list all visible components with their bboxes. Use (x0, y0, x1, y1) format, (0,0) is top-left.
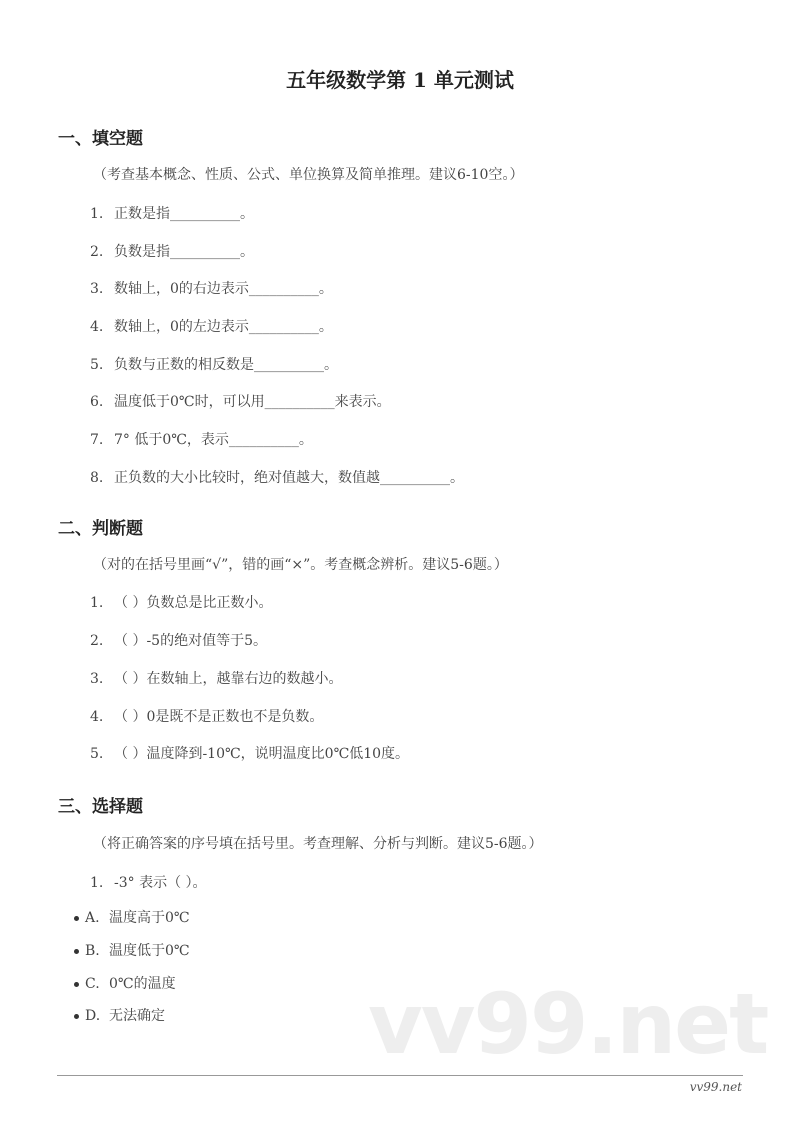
question-text: 数轴上，0的右边表示__________。 (114, 281, 333, 297)
section-note: （将正确答案的序号填在括号里。考查理解、分析与判断。建议5-6题。） (93, 836, 543, 852)
question-item (90, 241, 254, 261)
question-number: 7. (90, 432, 104, 448)
question-number: 4. (90, 319, 104, 335)
question-item (90, 743, 409, 763)
question-number: 2. (90, 633, 104, 649)
section-heading-fill-blank: 一、填空题 (58, 129, 143, 149)
question-item (90, 391, 391, 411)
bullet-icon (74, 982, 79, 987)
page-title: 五年级数学第 1 单元测试 (286, 68, 514, 92)
option-text: 0℃的温度 (109, 976, 176, 992)
question-item (90, 592, 272, 612)
question-number: 4. (90, 709, 104, 725)
option-text: 无法确定 (109, 1008, 165, 1024)
question-text: 负数与正数的相反数是__________。 (114, 357, 338, 373)
footer-divider (57, 1075, 743, 1076)
choice-option (74, 907, 190, 927)
question-number: 3. (90, 671, 104, 687)
footer-site: vv99.net (689, 1080, 742, 1094)
section-note: （对的在括号里画“√”，错的画“×”。考查概念辨析。建议5-6题。） (93, 557, 508, 573)
option-label: D. (85, 1008, 101, 1024)
question-text: （ ）负数总是比正数小。 (114, 595, 273, 611)
section-note: （考查基本概念、性质、公式、单位换算及简单推理。建议6-10空。） (93, 167, 524, 183)
choice-option (74, 1005, 165, 1025)
section-heading-true-false: 二、判断题 (58, 519, 143, 539)
option-text: 温度低于0℃ (109, 943, 190, 959)
question-item (90, 203, 254, 223)
question-number: 1. (90, 875, 104, 891)
question-number: 6. (90, 394, 104, 410)
watermark: vv99.net (368, 975, 768, 1073)
question-item (90, 630, 267, 650)
question-item (90, 668, 342, 688)
question-number: 3. (90, 281, 104, 297)
question-number: 8. (90, 470, 104, 486)
choice-option (74, 973, 176, 993)
bullet-icon (74, 949, 79, 954)
question-item (90, 278, 333, 298)
question-item (90, 354, 338, 374)
question-item (90, 467, 464, 487)
question-text: -3° 表示（ ）。 (114, 875, 207, 891)
question-text: （ ）-5的绝对值等于5。 (114, 633, 267, 649)
question-text: （ ）在数轴上，越靠右边的数越小。 (114, 671, 343, 687)
question-number: 2. (90, 244, 104, 260)
question-text: 正负数的大小比较时，绝对值越大，数值越__________。 (114, 470, 464, 486)
question-text: （ ）温度降到-10℃，说明温度比0℃低10度。 (114, 746, 410, 762)
question-text: （ ）0是既不是正数也不是负数。 (114, 709, 324, 725)
option-label: A. (85, 910, 100, 926)
question-number: 5. (90, 357, 104, 373)
question-number: 1. (90, 206, 104, 222)
question-number: 1. (90, 595, 104, 611)
option-label: B. (85, 943, 100, 959)
question-text: 正数是指__________。 (114, 206, 254, 222)
question-item (90, 872, 207, 892)
question-text: 温度低于0℃时，可以用__________来表示。 (114, 394, 391, 410)
question-item (90, 429, 313, 449)
question-item (90, 316, 333, 336)
option-text: 温度高于0℃ (109, 910, 190, 926)
question-text: 负数是指__________。 (114, 244, 254, 260)
bullet-icon (74, 916, 79, 921)
question-text: 7° 低于0℃，表示__________。 (114, 432, 313, 448)
option-label: C. (85, 976, 100, 992)
question-text: 数轴上，0的左边表示__________。 (114, 319, 333, 335)
section-heading-multiple-choice: 三、选择题 (58, 797, 143, 817)
question-item (90, 706, 323, 726)
choice-option (74, 940, 190, 960)
bullet-icon (74, 1014, 79, 1019)
question-number: 5. (90, 746, 104, 762)
